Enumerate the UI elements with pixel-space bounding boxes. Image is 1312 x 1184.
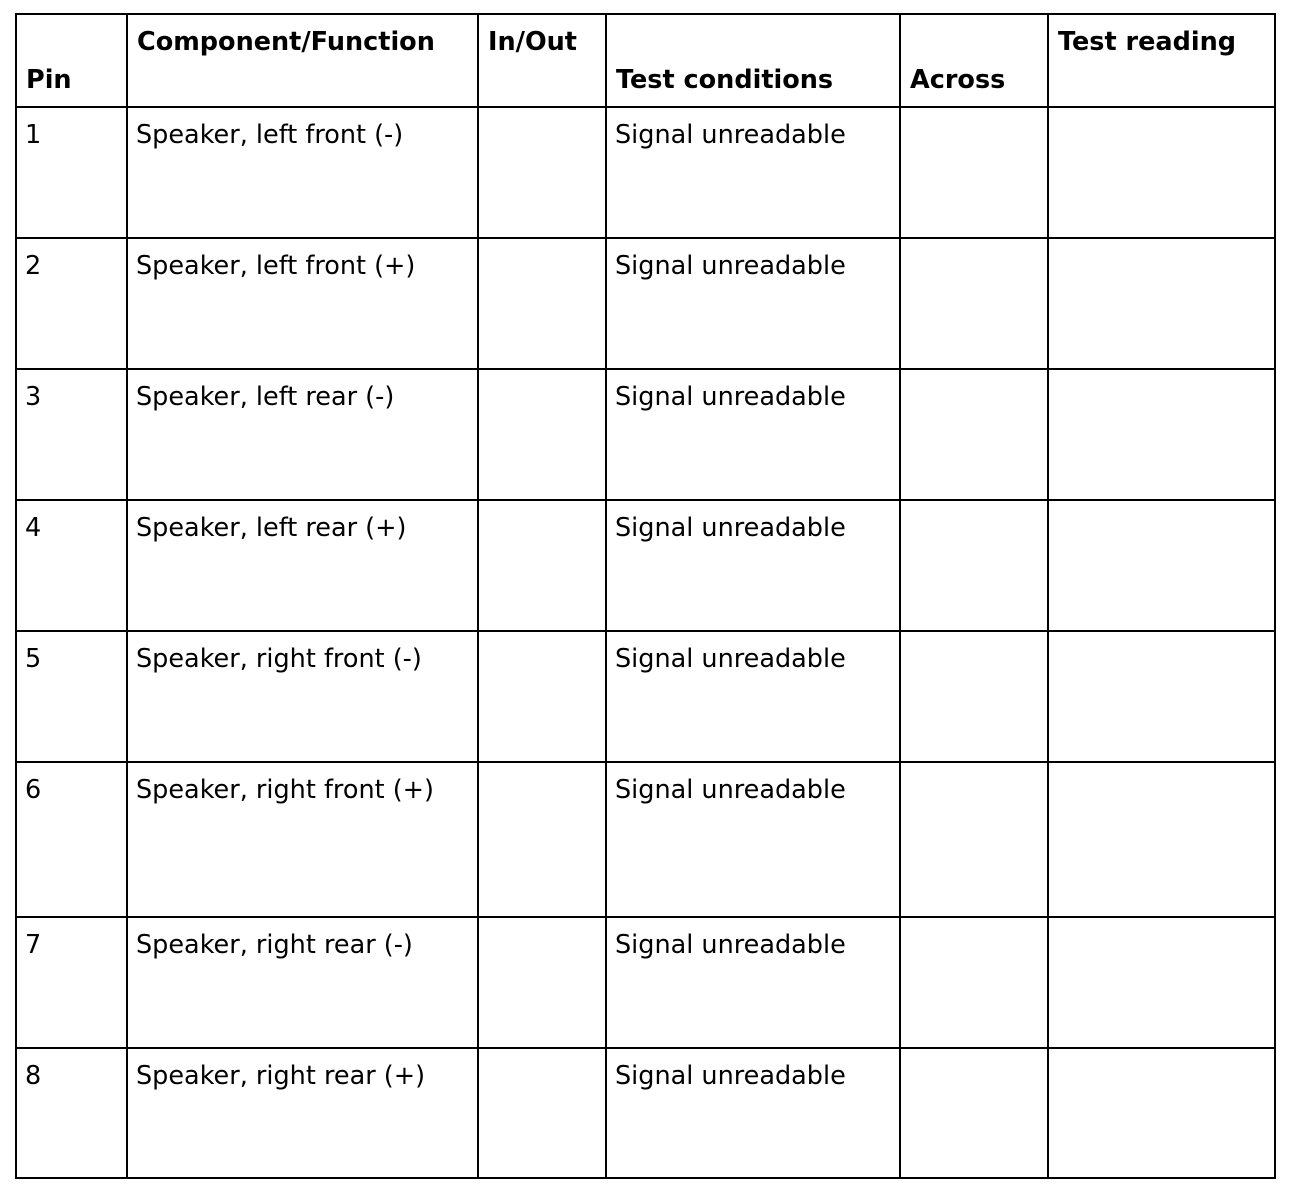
cell-test-conditions: Signal unreadable [606,107,900,238]
header-pin [16,14,127,107]
cell-test-reading [1048,369,1275,500]
cell-pin: 7 [16,917,127,1048]
cell-test-reading [1048,107,1275,238]
cell-pin: 2 [16,238,127,369]
cell-test-conditions: Signal unreadable [606,1048,900,1178]
cell-in-out [478,631,606,762]
cell-in-out [478,500,606,631]
table-row [16,107,1275,238]
cell-test-conditions: Signal unreadable [606,369,900,500]
cell-pin: 8 [16,1048,127,1178]
table-row [16,631,1275,762]
cell-test-reading [1048,500,1275,631]
cell-in-out [478,917,606,1048]
cell-test-reading [1048,917,1275,1048]
cell-component: Speaker, right rear (-) [127,917,478,1048]
cell-test-conditions: Signal unreadable [606,762,900,917]
cell-test-reading [1048,762,1275,917]
header-in-out [478,14,606,107]
cell-pin: 4 [16,500,127,631]
header-test-conditions [606,14,900,107]
cell-in-out [478,238,606,369]
table-row [16,238,1275,369]
cell-across [900,369,1048,500]
table-row [16,917,1275,1048]
table-row [16,762,1275,917]
table-row [16,369,1275,500]
header-component [127,14,478,107]
cell-in-out [478,1048,606,1178]
header-test-reading-label: Test reading [1058,27,1237,57]
cell-test-conditions: Signal unreadable [606,500,900,631]
cell-component: Speaker, right rear (+) [127,1048,478,1178]
cell-component: Speaker, left front (-) [127,107,478,238]
cell-component: Speaker, left rear (-) [127,369,478,500]
header-pin-label: Pin [26,65,72,95]
cell-across [900,917,1048,1048]
cell-test-reading [1048,238,1275,369]
cell-across [900,1048,1048,1178]
header-in-out-label: In/Out [488,27,577,57]
table-row [16,1048,1275,1178]
cell-pin: 1 [16,107,127,238]
header-row [16,14,1275,107]
cell-test-conditions: Signal unreadable [606,238,900,369]
cell-component: Speaker, left front (+) [127,238,478,369]
cell-across [900,762,1048,917]
cell-across [900,238,1048,369]
cell-pin: 5 [16,631,127,762]
cell-across [900,500,1048,631]
table-row [16,500,1275,631]
cell-across [900,107,1048,238]
header-across [900,14,1048,107]
header-across-label: Across [910,65,1006,95]
cell-test-conditions: Signal unreadable [606,917,900,1048]
header-test-reading [1048,14,1275,107]
cell-in-out [478,369,606,500]
cell-across [900,631,1048,762]
cell-component: Speaker, left rear (+) [127,500,478,631]
header-test-conditions-label: Test conditions [616,65,834,95]
header-component-label: Component/Function [137,27,435,57]
cell-pin: 3 [16,369,127,500]
cell-in-out [478,762,606,917]
cell-component: Speaker, right front (+) [127,762,478,917]
cell-pin: 6 [16,762,127,917]
cell-component: Speaker, right front (-) [127,631,478,762]
pinout-table [15,13,1276,1179]
cell-test-reading [1048,1048,1275,1178]
cell-test-reading [1048,631,1275,762]
cell-in-out [478,107,606,238]
cell-test-conditions: Signal unreadable [606,631,900,762]
